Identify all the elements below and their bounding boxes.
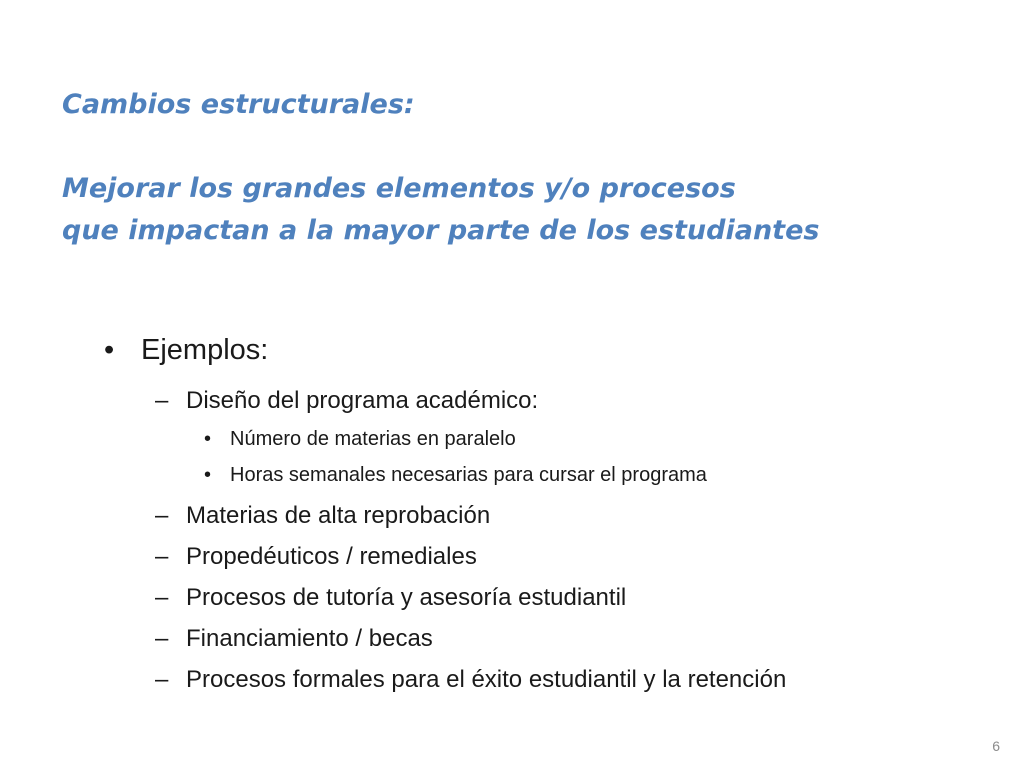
list-item: Procesos de tutoría y asesoría estudiantil [186,584,627,611]
bullet-marker: • [104,334,115,366]
dash-marker: – [155,502,169,529]
dash-marker: – [155,584,169,611]
bullet-marker: • [204,428,212,450]
title-spacer [62,126,982,168]
list-item: Diseño del programa académico: [186,387,539,414]
list-item: Procesos formales para el éxito estudiantil y la retención [186,666,787,693]
dash-marker: – [155,543,169,570]
list-item: Financiamiento / becas [186,625,433,652]
list-item: Horas semanales necesarias para cursar el programa [230,464,707,486]
bullet-marker: • [204,464,212,486]
dash-marker: – [155,387,169,414]
title-line-1: Cambios estructurales: [62,89,415,120]
dash-marker: – [155,625,169,652]
dash-marker: – [155,666,169,693]
list-item: Propedéuticos / remediales [186,543,477,570]
page-number: 6 [992,738,1000,754]
list-item: Materias de alta reprobación [186,502,491,529]
title-line-2: Mejorar los grandes elementos y/o procesos [62,173,736,204]
list-item: Número de materias en paralelo [230,428,516,450]
title-line-3: que impactan a la mayor parte de los estudiantes [62,215,820,246]
slide-title [62,84,982,252]
list-item-heading: Ejemplos: [141,334,269,366]
